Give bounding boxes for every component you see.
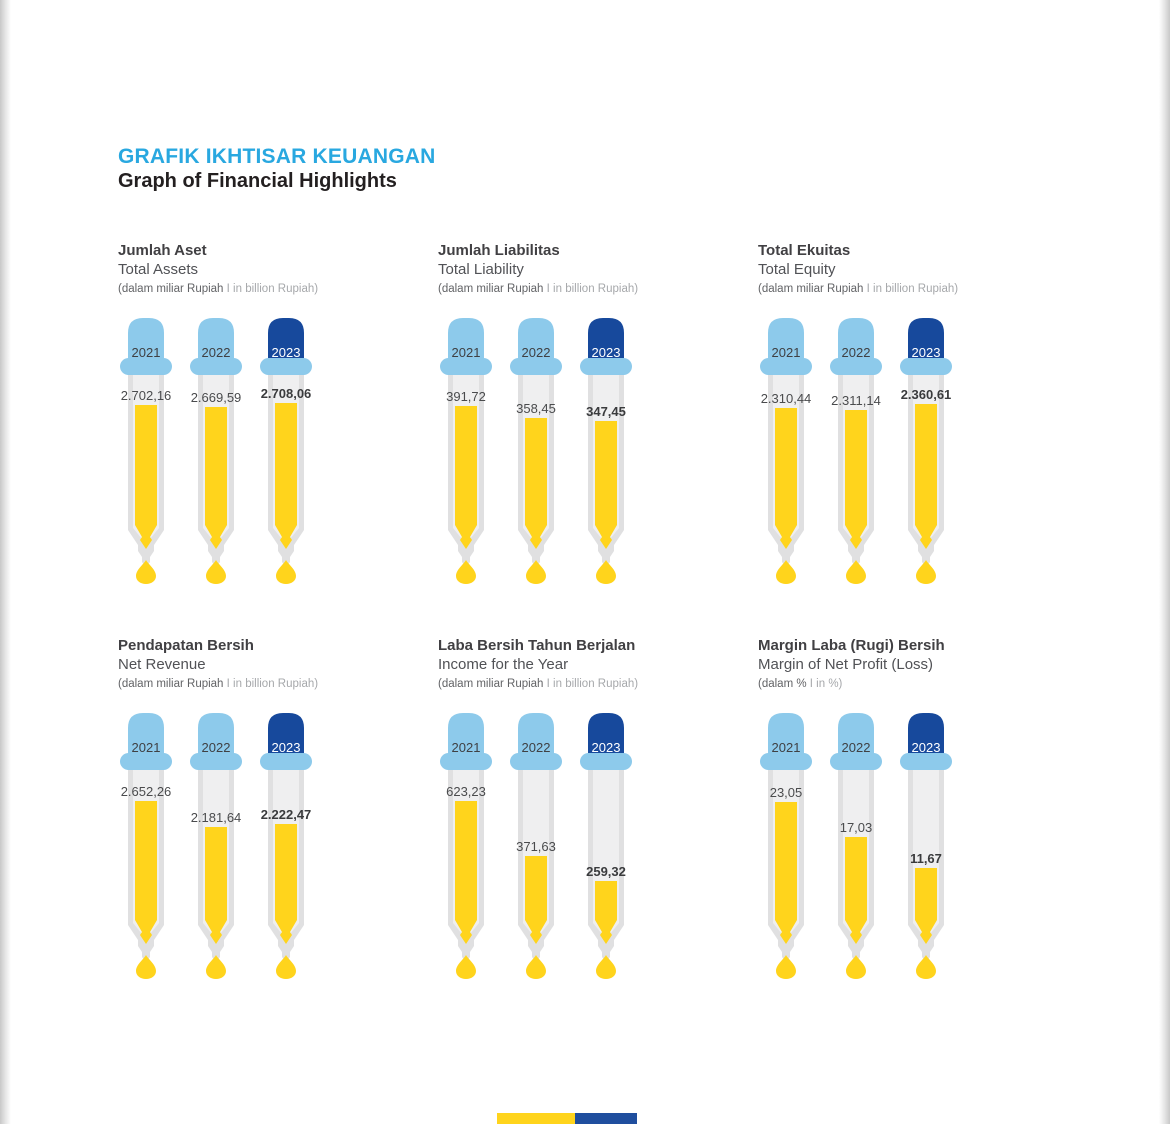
dropper-row xyxy=(438,318,758,584)
droplet-icon xyxy=(456,560,476,584)
value-label: 2.702,16 xyxy=(120,388,172,403)
year-badge: 2021 xyxy=(131,740,161,755)
dropper-row xyxy=(438,713,758,979)
value-label: 2.708,06 xyxy=(260,386,312,401)
year-badge: 2023 xyxy=(271,345,301,360)
dropper-2022 xyxy=(190,713,242,979)
dropper-fill xyxy=(915,404,937,549)
chart-title: Pendapatan Bersih xyxy=(118,637,254,654)
dropper-2023 xyxy=(580,713,632,979)
droplet-icon xyxy=(596,560,616,584)
unit-note-secondary: I in billion Rupiah) xyxy=(866,283,959,295)
dropper-2022 xyxy=(830,713,882,979)
dropper-fill xyxy=(525,418,547,549)
dropper-flange xyxy=(190,358,242,375)
dropper-2023 xyxy=(900,318,952,584)
unit-note-secondary: I in billion Rupiah) xyxy=(226,678,319,690)
unit-note-primary: (dalam miliar Rupiah xyxy=(118,283,227,295)
chart-subtitle: Total Equity xyxy=(758,261,836,278)
value-label: 623,23 xyxy=(446,784,486,799)
dropper-2022 xyxy=(830,318,882,584)
dropper-2021 xyxy=(440,713,492,979)
dropper-flange xyxy=(510,358,562,375)
dropper-2023 xyxy=(580,318,632,584)
value-label: 2.181,64 xyxy=(190,810,242,825)
droplet-icon xyxy=(206,560,226,584)
unit-note-secondary: I in %) xyxy=(809,678,843,690)
value-label: 2.222,47 xyxy=(260,807,312,822)
droplet-icon xyxy=(526,955,546,979)
value-label: 347,45 xyxy=(586,404,626,419)
chart-unit-note xyxy=(438,678,758,691)
droplet-icon xyxy=(916,560,936,584)
year-badge: 2023 xyxy=(591,345,621,360)
dropper-flange xyxy=(580,753,632,770)
chart-panel-3 xyxy=(758,241,1078,584)
dropper-flange xyxy=(510,753,562,770)
value-label: 2.360,61 xyxy=(900,387,952,402)
chart-subtitle: Total Assets xyxy=(118,261,199,278)
year-badge: 2021 xyxy=(131,345,161,360)
unit-note-primary: (dalam miliar Rupiah xyxy=(438,678,547,690)
dropper-fill xyxy=(775,802,797,944)
unit-note-primary: (dalam miliar Rupiah xyxy=(118,678,227,690)
droplet-icon xyxy=(776,955,796,979)
droplet-icon xyxy=(456,955,476,979)
chart-subtitle: Net Revenue xyxy=(118,656,206,673)
dropper-2021 xyxy=(120,318,172,584)
droplet-icon xyxy=(916,955,936,979)
droplet-icon xyxy=(776,560,796,584)
droplet-icon xyxy=(136,560,156,584)
dropper-fill xyxy=(205,407,227,549)
dropper-2022 xyxy=(510,713,562,979)
year-badge: 2022 xyxy=(521,345,551,360)
value-label: 2.310,44 xyxy=(760,391,812,406)
dropper-2021 xyxy=(440,318,492,584)
year-badge: 2021 xyxy=(771,345,801,360)
footer-mark-blue xyxy=(575,1113,637,1124)
chart-unit-note xyxy=(118,283,438,296)
droplet-icon xyxy=(136,955,156,979)
page-header xyxy=(118,144,435,193)
dropper-2023 xyxy=(260,713,312,979)
year-badge: 2023 xyxy=(271,740,301,755)
chart-subtitle: Margin of Net Profit (Loss) xyxy=(758,656,934,673)
page-title-indonesian: GRAFIK IKHTISAR KEUANGAN xyxy=(118,145,436,168)
year-badge: 2022 xyxy=(201,345,231,360)
year-badge: 2023 xyxy=(591,740,621,755)
dropper-fill xyxy=(275,403,297,549)
value-label: 358,45 xyxy=(516,401,556,416)
unit-note-primary: (dalam miliar Rupiah xyxy=(758,283,867,295)
chart-panel-1 xyxy=(118,241,438,584)
dropper-2022 xyxy=(190,318,242,584)
droplet-icon xyxy=(846,560,866,584)
value-label: 391,72 xyxy=(446,389,486,404)
chart-unit-note xyxy=(758,678,1078,691)
dropper-flange xyxy=(760,753,812,770)
year-badge: 2021 xyxy=(451,740,481,755)
dropper-fill xyxy=(135,801,157,944)
chart-title: Laba Bersih Tahun Berjalan xyxy=(438,637,636,654)
value-label: 371,63 xyxy=(516,839,556,854)
page-edge-right xyxy=(1159,0,1170,1124)
dropper-flange xyxy=(260,753,312,770)
value-label: 2.652,26 xyxy=(120,784,172,799)
chart-subtitle: Income for the Year xyxy=(438,656,569,673)
dropper-2023 xyxy=(260,318,312,584)
dropper-flange xyxy=(760,358,812,375)
chart-unit-note xyxy=(118,678,438,691)
dropper-flange xyxy=(580,358,632,375)
dropper-row xyxy=(118,318,438,584)
dropper-flange xyxy=(440,358,492,375)
dropper-fill xyxy=(135,405,157,549)
value-label: 2.669,59 xyxy=(190,390,242,405)
chart-panel-6 xyxy=(758,636,1078,979)
year-badge: 2022 xyxy=(841,345,871,360)
dropper-flange xyxy=(190,753,242,770)
page-title-english: Graph of Financial Highlights xyxy=(118,170,397,192)
footer-mark-yellow xyxy=(497,1113,575,1124)
dropper-fill xyxy=(595,421,617,549)
dropper-flange xyxy=(440,753,492,770)
value-label: 23,05 xyxy=(769,785,803,800)
dropper-row xyxy=(758,713,1078,979)
dropper-flange xyxy=(900,753,952,770)
dropper-flange xyxy=(830,358,882,375)
charts-grid xyxy=(118,241,1078,979)
value-label: 11,67 xyxy=(910,851,942,866)
year-badge: 2023 xyxy=(911,740,941,755)
chart-subtitle: Total Liability xyxy=(438,261,524,278)
dropper-2022 xyxy=(510,318,562,584)
chart-panel-4 xyxy=(118,636,438,979)
year-badge: 2021 xyxy=(451,345,481,360)
chart-unit-note xyxy=(758,283,1078,296)
dropper-row xyxy=(758,318,1078,584)
value-label: 17,03 xyxy=(839,820,873,835)
year-badge: 2022 xyxy=(841,740,871,755)
dropper-flange xyxy=(900,358,952,375)
droplet-icon xyxy=(526,560,546,584)
value-label: 259,32 xyxy=(586,864,626,879)
chart-panel-5 xyxy=(438,636,758,979)
droplet-icon xyxy=(276,560,296,584)
dropper-2021 xyxy=(760,318,812,584)
droplet-icon xyxy=(596,955,616,979)
year-badge: 2021 xyxy=(771,740,801,755)
dropper-fill xyxy=(455,406,477,549)
droplet-icon xyxy=(206,955,226,979)
dropper-2021 xyxy=(120,713,172,979)
unit-note-secondary: I in billion Rupiah) xyxy=(546,283,639,295)
dropper-fill xyxy=(455,801,477,944)
dropper-flange xyxy=(830,753,882,770)
year-badge: 2022 xyxy=(521,740,551,755)
droplet-icon xyxy=(846,955,866,979)
year-badge: 2022 xyxy=(201,740,231,755)
dropper-2023 xyxy=(900,713,952,979)
year-badge: 2023 xyxy=(911,345,941,360)
unit-note-secondary: I in billion Rupiah) xyxy=(546,678,639,690)
dropper-fill xyxy=(775,408,797,549)
dropper-fill xyxy=(845,410,867,549)
value-label: 2.311,14 xyxy=(831,393,881,408)
chart-unit-note xyxy=(438,283,758,296)
chart-panel-2 xyxy=(438,241,758,584)
chart-title: Margin Laba (Rugi) Bersih xyxy=(758,637,945,654)
chart-title: Jumlah Aset xyxy=(118,242,207,259)
chart-title: Total Ekuitas xyxy=(758,242,851,259)
page-edge-left xyxy=(0,0,11,1124)
unit-note-primary: (dalam miliar Rupiah xyxy=(438,283,547,295)
dropper-flange xyxy=(120,753,172,770)
dropper-flange xyxy=(120,358,172,375)
dropper-2021 xyxy=(760,713,812,979)
dropper-flange xyxy=(260,358,312,375)
droplet-icon xyxy=(276,955,296,979)
dropper-row xyxy=(118,713,438,979)
unit-note-secondary: I in billion Rupiah) xyxy=(226,283,319,295)
chart-title: Jumlah Liabilitas xyxy=(438,242,560,259)
unit-note-primary: (dalam % xyxy=(758,678,810,690)
